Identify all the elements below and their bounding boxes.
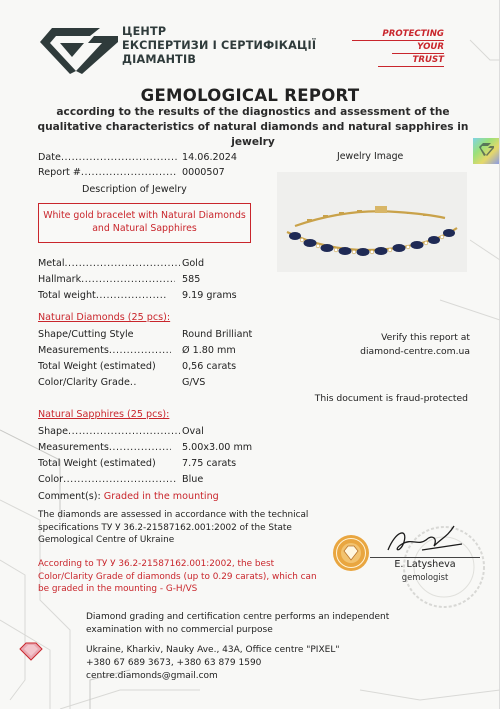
total-weight-label: Total weight: [38, 290, 96, 301]
leader-dots: [96, 290, 166, 301]
verify-line: Verify this report at: [381, 332, 470, 343]
leader-dots: [65, 258, 180, 269]
sapphire-color-value: Blue: [182, 474, 204, 485]
diamond-total-weight-row: [38, 361, 237, 372]
gold-seal-icon: [331, 533, 371, 573]
organization-name: [122, 25, 316, 67]
sapphire-measurements-value: 5.00x3.00 mm: [182, 442, 253, 453]
org-name-line-1: ЦЕНТР: [122, 25, 167, 38]
sapphire-shape-label: Shape: [38, 426, 69, 437]
leader-dots: [109, 442, 171, 453]
grade-note: According to ТУ У 36.2-21587162.001:2002, the best Color/Clarity Grade of diamonds (up to 0.29 carats), which can be graded in the mounting - G-H/VS: [38, 559, 317, 594]
sapphires-heading: Natural Sapphires (25 pcs):: [38, 409, 170, 420]
diamond-color-clarity-row: [38, 377, 206, 388]
sapphire-measurements-row: [38, 442, 253, 453]
sapphire-color-row: [38, 474, 204, 485]
sapphire-total-weight-label: Total Weight (estimated): [38, 458, 156, 469]
pink-gem-icon: [18, 641, 44, 661]
report-title: GEMOLOGICAL REPORT: [140, 86, 360, 105]
total-weight-value: 9.19 grams: [182, 290, 237, 301]
diamond-measurements-row: [38, 345, 236, 356]
diamond-color-clarity-label: Color/Clarity Grade: [38, 377, 130, 388]
report-subtitle: according to the results of the diagnostics and assessment of the qualitative characteristics of natural diamonds and natural sapphires in jewelry: [37, 106, 469, 148]
jewelry-image-label: Jewelry Image: [337, 151, 404, 162]
leader-dots: [81, 167, 176, 178]
org-name-line-2: ЕКСПЕРТИЗИ І СЕРТИФІКАЦІЇ: [122, 39, 317, 52]
leader-dots: [63, 474, 176, 485]
bracelet-image: [277, 172, 467, 272]
slogan-line-3: TRUST: [378, 55, 444, 67]
sapphire-color-label: Color: [38, 474, 64, 485]
diamond-total-weight-value: 0,56 carats: [182, 361, 237, 372]
sapphire-total-weight-value: 7.75 carats: [182, 458, 237, 469]
hallmark-value: 585: [182, 274, 201, 285]
diamond-measurements-label: Measurements: [38, 345, 109, 356]
comment-value: Graded in the mounting: [103, 491, 219, 502]
diamond-logo-icon: [38, 26, 120, 76]
sapphire-measurements-label: Measurements: [38, 442, 109, 453]
leader-dots: [61, 152, 179, 163]
comment-label: Comment(s):: [38, 491, 101, 502]
sapphire-total-weight-row: [38, 458, 237, 469]
diamond-shape-label: Shape/Cutting Style: [38, 329, 134, 340]
date-row: [38, 152, 237, 163]
sapphire-shape-value: Oval: [182, 426, 204, 437]
signature-image: [382, 520, 468, 560]
diamonds-heading: Natural Diamonds (25 pcs):: [38, 312, 171, 323]
assessment-note: The diamonds are assessed in accordance with the technical specifications ТУ У 36.2-21587162.001:2002 of the State Gemological Centre of Ukraine: [38, 510, 309, 545]
leader-dots: [68, 426, 180, 437]
slogan-line-2: YOUR: [392, 42, 444, 54]
signer-role: gemologist: [401, 572, 449, 582]
description-box: White gold bracelet with Natural Diamonds and Natural Sapphires: [38, 203, 251, 243]
fraud-protection-note: This document is fraud-protected: [314, 393, 468, 404]
metal-value: Gold: [182, 258, 205, 269]
footer-phones: +380 67 689 3673, +380 63 879 1590: [86, 658, 262, 668]
verify-note: [330, 331, 470, 359]
footer-contact: [86, 644, 426, 683]
diamond-total-weight-label: Total Weight (estimated): [38, 361, 156, 372]
hallmark-row: [38, 274, 201, 285]
description-heading: Description of Jewelry: [82, 184, 187, 195]
report-number-label: Report #: [38, 167, 81, 178]
diamond-shape-value: Round Brilliant: [182, 329, 253, 340]
org-name-line-3: ДІАМАНТІВ: [122, 53, 197, 66]
total-weight-row: [38, 290, 237, 301]
report-number-row: [38, 167, 225, 178]
slogan: [352, 29, 444, 68]
clasp: [375, 206, 387, 213]
leader-dots: [130, 377, 138, 388]
diamond-measurements-value: Ø 1.80 mm: [182, 345, 236, 356]
date-value: 14.06.2024: [182, 152, 237, 163]
footer-note: Diamond grading and certification centre performs an independent examination with no commercial purpose: [86, 612, 390, 635]
slogan-line-1: PROTECTING: [352, 29, 444, 41]
comment-row: [38, 491, 219, 502]
verify-website-link[interactable]: diamond-centre.com.ua: [360, 346, 470, 357]
metal-label: Metal: [38, 258, 65, 269]
hologram-icon: [473, 138, 499, 164]
leader-dots: [109, 345, 171, 356]
signer-name: E. Latysheva: [370, 557, 480, 570]
footer-email[interactable]: centre.diamonds@gmail.com: [86, 671, 218, 681]
diamond-shape-row: [38, 329, 253, 340]
footer-address: Ukraine, Kharkiv, Nauky Ave., 43A, Office centre "PIXEL": [86, 645, 340, 655]
date-label: Date: [38, 152, 61, 163]
hallmark-label: Hallmark: [38, 274, 82, 285]
metal-row: [38, 258, 205, 269]
leader-dots: [81, 274, 175, 285]
report-number-value: 0000507: [182, 167, 225, 178]
sapphire-shape-row: [38, 426, 204, 437]
diamond-color-clarity-value: G/VS: [182, 377, 206, 388]
